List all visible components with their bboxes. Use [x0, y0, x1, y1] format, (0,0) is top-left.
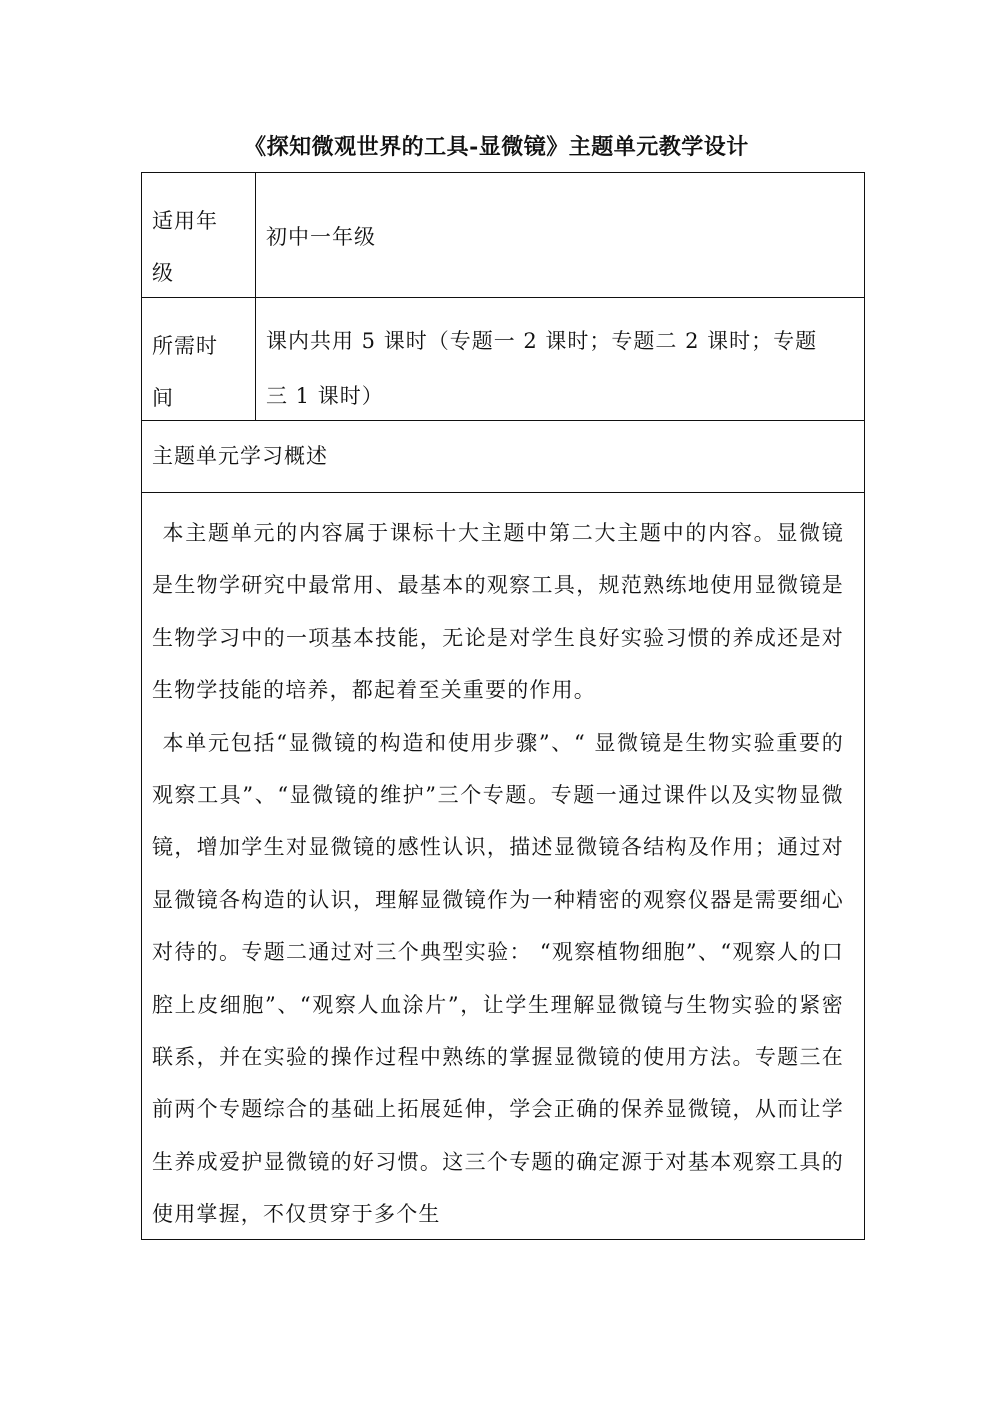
lesson-design-table [141, 172, 865, 1240]
time-value-cell [256, 298, 864, 420]
grade-value-cell [256, 173, 864, 297]
overview-body [142, 493, 864, 1241]
table-row-grade [142, 173, 864, 298]
page-title: 《探知微观世界的工具-显微镜》主题单元教学设计 [244, 134, 749, 160]
overview-heading: 主题单元学习概述 [152, 444, 328, 468]
time-label-cell [142, 298, 256, 420]
grade-label: 适用年级 [152, 209, 218, 285]
grade-label-cell [142, 173, 256, 297]
table-row-time [142, 298, 864, 421]
table-row-overview-heading [142, 421, 864, 493]
overview-paragraph-2: 本单元包括“显微镜的构造和使用步骤”、“ 显微镜是生物实验重要的观察工具”、“显微镜的维护”三个专题。专题一通过课件以及实物显微镜，增加学生对显微镜的感性认识，描述显微镜各结构及作用；通过对显微镜各构造的认识，理解显微镜作为一种精密的观察仪器是需要细心对待的。专题二通过对三个典型实验： “观察植物细胞”、“观察人的口腔上皮细胞”、“观察人血涂片”，让学生理解显微镜与生物实验的紧密联系，并在实验的操作过程中熟练的掌握显微镜的使用方法。专题三在前两个专题综合的基础上拓展延伸，学会正确的保养显微镜，从而让学生养成爱护显微镜的好习惯。这三个专题的确定源于对基本观察工具的使用掌握，不仅贯穿于多个生 [152, 730, 844, 1227]
grade-value: 初中一年级 [266, 225, 376, 249]
time-label: 所需时间 [152, 334, 218, 410]
table-row-overview-body [142, 493, 864, 1239]
overview-paragraph-1: 本主题单元的内容属于课标十大主题中第二大主题中的内容。显微镜是生物学研究中最常用、最基本的观察工具，规范熟练地使用显微镜是生物学习中的一项基本技能，无论是对学生良好实验习惯的养成还是对生物学技能的培养，都起着至关重要的作用。 [152, 521, 844, 703]
time-value: 课内共用 5 课时（专题一 2 课时；专题二 2 课时；专题三 1 课时） [266, 329, 818, 408]
